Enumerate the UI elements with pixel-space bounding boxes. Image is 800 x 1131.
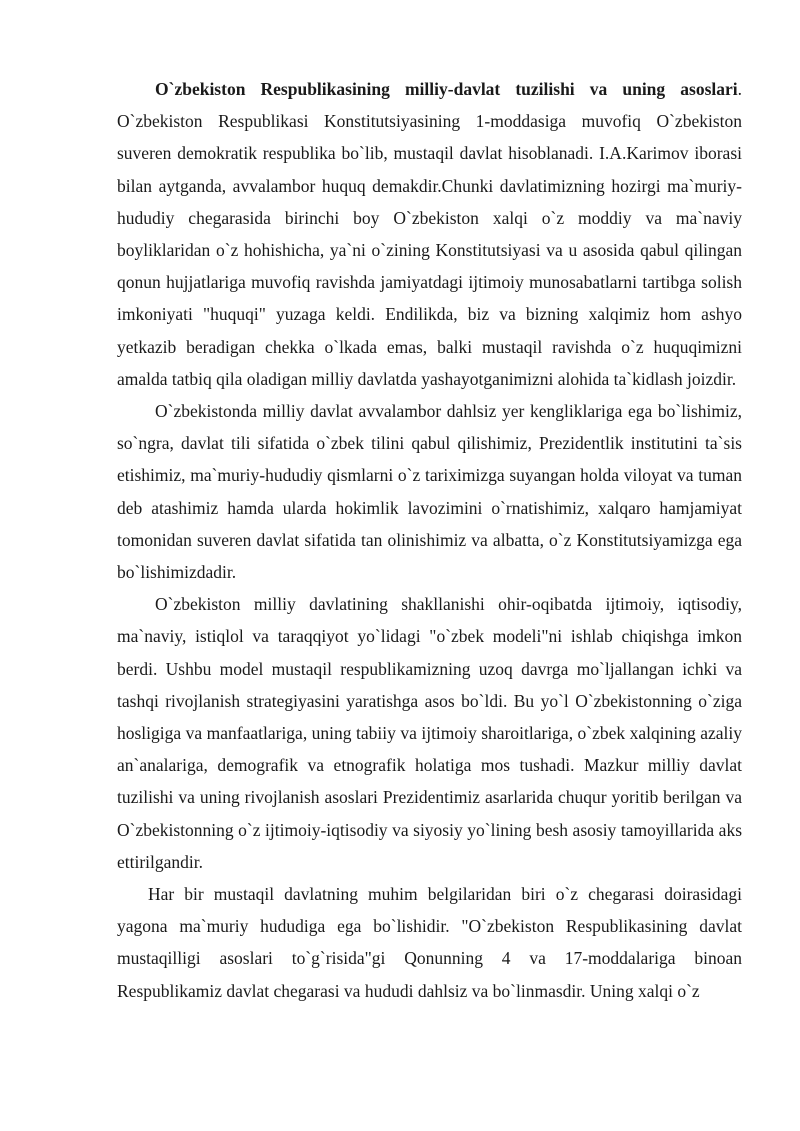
paragraph-3: O`zbekiston milliy davlatining shakllanishi ohir-oqibatda ijtimoiy, iqtisodiy, ma`naviy, istiqlol va taraqqiyot yo`lidagi "o`zbek modeli"ni ishlab chiqishga imkon berdi. Ushbu model mustaqil respublikamizning uzoq davrga mo`ljallangan ichki va tashqi rivojlanish strategiyasini yaratishga asos bo`ldi. Bu yo`l O`zbekistonning o`ziga hosligiga va manfaatlariga, uning tabiiy va ijtimoiy sharoitlariga, o`zbek xalqining azaliy an`analariga, demografik va etnografik holatiga mos tushadi. Mazkur milliy davlat tuzilishi va uning rivojlanish asoslari Prezidentimiz asarlarida chuqur yoritib berilgan va O`zbekistonning o`z ijtimoiy-iqtisodiy va siyosiy yo`lining besh asosiy tamoyillarida aks ettirilgandir. bbox=[117, 594, 742, 872]
document-page bbox=[117, 73, 742, 1007]
paragraph-4: Har bir mustaqil davlatning muhim belgilaridan biri o`z chegarasi doirasidagi yagona ma`muriy hududiga ega bo`lishidir. "O`zbekiston Respublikasining davlat mustaqilligi asoslari to`g`risida"gi Qonunning 4 va 17-moddalariga binoan Respublikamiz davlat chegarasi va hududi dahlsiz va bo`linmasdir. Uning xalqi o`z bbox=[117, 884, 742, 1001]
heading-period: . bbox=[737, 79, 742, 99]
paragraph-intro bbox=[117, 73, 742, 395]
paragraph-2: O`zbekistonda milliy davlat avvalambor dahlsiz yer kengliklariga ega bo`lishimiz, so`ngra, davlat tili sifatida o`zbek tilini qabul qilishimiz, Prezidentlik institutini ta`sis etishimiz, ma`muriy-hududiy qismlarni o`z tariximizga suyangan holda viloyat va tuman deb atashimiz hamda ularda hokimlik lavozimini o`rnatishimiz, xalqaro hamjamiyat tomonidan suveren davlat sifatida tan olinishimiz va albatta, o`z Konstitutsiyamizga ega bo`lishimizdadir. bbox=[117, 401, 742, 583]
paragraph-1-body: O`zbekiston Respublikasi Konstitutsiyasining 1-moddasiga muvofiq O`zbekiston suveren demokratik respublika bo`lib, mustaqil davlat hisoblanadi. I.A.Karimov iborasi bilan aytganda, avvalambor huquq demakdir.Chunki davlatimizning hozirgi ma`muriy-hududiy chegarasida birinchi boy O`zbekiston xalqi o`z moddiy va ma`naviy boyliklaridan o`z hohishicha, ya`ni o`zining Konstitutsiyasi va u asosida qabul qilingan qonun hujjatlariga muvofiq ravishda jamiyatdagi ijtimoiy munosabatlarni tartibga solish imkoniyati "huquqi" yuzaga keldi. Endilikda, biz va bizning xalqimiz hom ashyo yetkazib beradigan chekka o`lkada emas, balki mustaqil ravishda o`z huquqimizni amalda tatbiq qila oladigan milliy davlatda yashayotganimizni alohida ta`kidlash joizdir. bbox=[117, 111, 742, 389]
section-heading: O`zbekiston Respublikasining milliy-davlat tuzilishi va uning asoslari bbox=[155, 79, 738, 99]
